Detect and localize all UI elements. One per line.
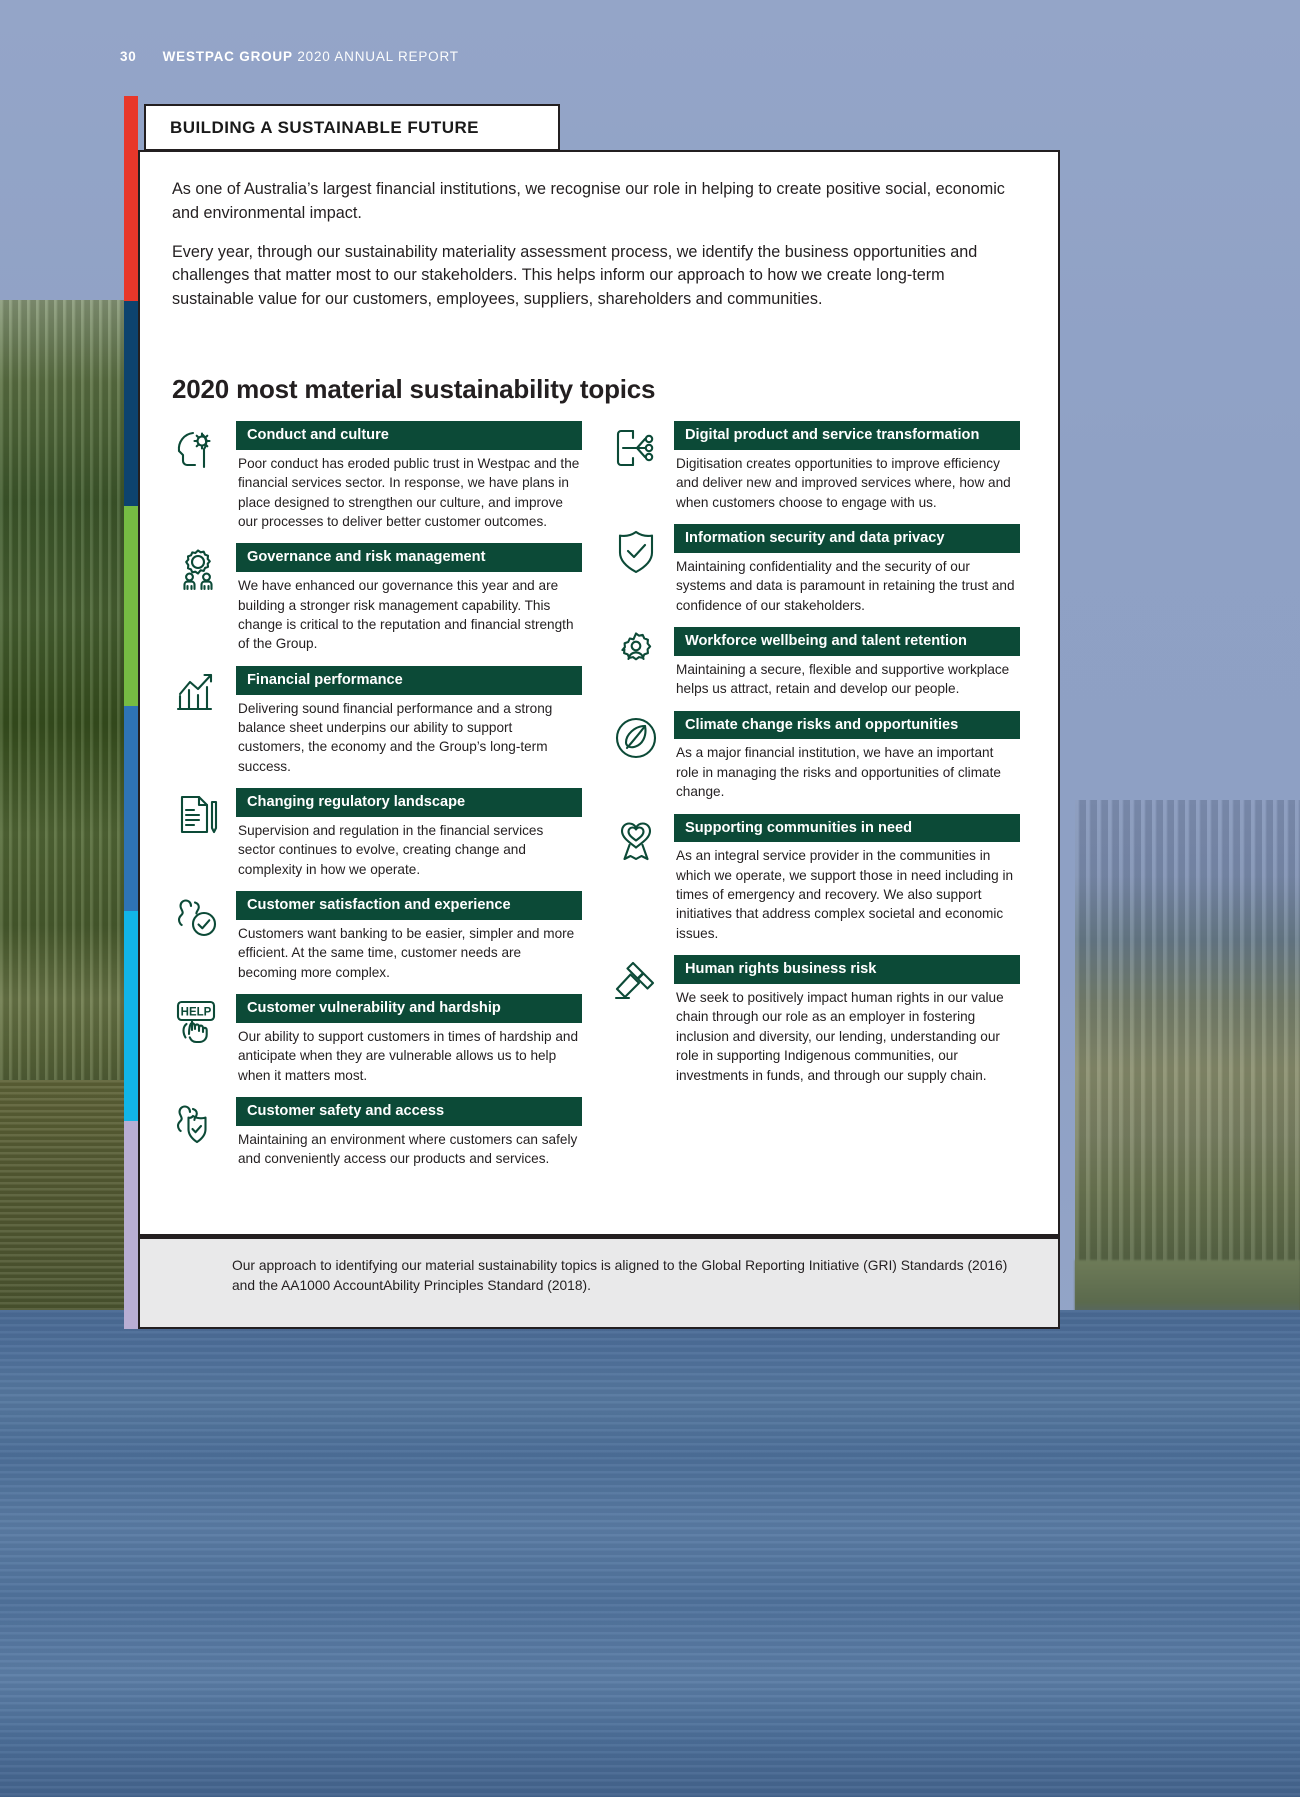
topic-body	[236, 994, 582, 1085]
topic-description: Maintaining confidentiality and the security of our systems and data is paramount in retaining the trust and confidence of our stakeholders.	[676, 558, 1015, 613]
topic-description: Supervision and regulation in the financial services sector continues to evolve, creating change and complexity in how we operate.	[238, 822, 544, 877]
topic-title: Workforce wellbeing and talent retention	[674, 627, 1020, 656]
topic-customer-safety-and-access	[170, 1097, 582, 1169]
topic-body	[236, 666, 582, 776]
topic-title: Information security and data privacy	[674, 524, 1020, 553]
topic-title: Customer satisfaction and experience	[236, 891, 582, 920]
topic-body	[236, 788, 582, 879]
page-header	[120, 49, 459, 64]
topic-body	[674, 524, 1020, 615]
topic-title: Customer vulnerability and hardship	[236, 994, 582, 1023]
topic-title: Customer safety and access	[236, 1097, 582, 1126]
topic-human-rights-business-risk	[608, 955, 1020, 1085]
topic-description: We have enhanced our governance this year and are building a stronger risk management capability. This change is critical to the reputation and financial strength of the Group.	[238, 578, 574, 652]
intro-paragraph-1: As one of Australia’s largest financial institutions, we recognise our role in helping to create positive social, economic and environmental impact.	[172, 180, 1005, 222]
topic-body	[236, 1097, 582, 1169]
svg-text:HELP: HELP	[180, 1006, 212, 1019]
topic-description: Digitisation creates opportunities to improve efficiency and deliver new and improved services where, how and when customers choose to engage with us.	[676, 455, 1011, 510]
topic-information-security-and-data-privacy	[608, 524, 1020, 615]
topic-body	[674, 421, 1020, 512]
topic-customer-vulnerability-and-hardship	[170, 994, 582, 1085]
topic-description: We seek to positively impact human rights in our value chain through our role as an employer in fostering inclusion and diversity, our lending, understanding our role in supporting Indigenous communities, our investments in funds, and through our supply chain.	[676, 990, 1004, 1083]
topic-description: Delivering sound financial performance and a strong balance sheet underpins our ability to support customers, the economy and the Group’s long-term success.	[238, 700, 553, 774]
forest-left-water-region	[0, 1080, 140, 1320]
topic-title: Human rights business risk	[674, 955, 1020, 984]
gavel-icon	[608, 955, 664, 1009]
topic-title: Governance and risk management	[236, 543, 582, 572]
forest-right-region	[1075, 800, 1300, 1340]
topic-title: Digital product and service transformation	[674, 421, 1020, 450]
topic-changing-regulatory-landscape	[170, 788, 582, 879]
topic-title: Climate change risks and opportunities	[674, 711, 1020, 740]
color-bar-segment-red	[124, 96, 138, 301]
topics-column-right	[608, 421, 1020, 1181]
topic-workforce-wellbeing-and-talent-retention	[608, 627, 1020, 699]
topic-description: Customers want banking to be easier, simpler and more efficient. At the same time, customer needs are becoming more complex.	[238, 925, 575, 980]
topic-title: Financial performance	[236, 666, 582, 695]
color-bar-segment-navy	[124, 301, 138, 506]
person-shield-icon	[170, 1097, 226, 1151]
footnote-text: Our approach to identifying our material sustainability topics is aligned to the Global Reporting Initiative (GRI) Standards (2016) and the AA1000 AccountAbility Principles Standard (2018).	[232, 1258, 1008, 1294]
intro-paragraph-2: Every year, through our sustainability materiality assessment process, we identify the business opportunities and challenges that matter most to our stakeholders. This helps inform our approach to how we create long-term sustainable value for our customers, employees, suppliers, shareholders and communities.	[172, 242, 978, 309]
document-pen-icon	[170, 788, 226, 842]
topic-body	[236, 421, 582, 531]
heart-ribbon-icon	[608, 814, 664, 868]
topic-body	[674, 627, 1020, 699]
intro-panel	[138, 150, 1060, 355]
topic-description: As a major financial institution, we have an important role in managing the risks and opportunities of climate change.	[676, 745, 1001, 800]
report-title-suffix: 2020 ANNUAL REPORT	[297, 49, 459, 64]
leaf-circle-icon	[608, 711, 664, 765]
topic-governance-and-risk-management	[170, 543, 582, 653]
report-title-brand: WESTPAC GROUP	[162, 49, 293, 64]
topic-conduct-and-culture	[170, 421, 582, 531]
page-number: 30	[120, 49, 137, 64]
footnote-panel	[138, 1236, 1060, 1329]
gear-person-icon	[608, 627, 664, 681]
person-check-icon	[170, 891, 226, 945]
topic-body	[674, 955, 1020, 1085]
topic-financial-performance	[170, 666, 582, 776]
gear-people-icon	[170, 543, 226, 597]
topic-description: Maintaining a secure, flexible and supportive workplace helps us attract, retain and develop our people.	[676, 661, 1010, 697]
topic-title: Changing regulatory landscape	[236, 788, 582, 817]
topic-digital-product-and-service-transformation	[608, 421, 1020, 512]
shield-check-icon	[608, 524, 664, 578]
topic-climate-change-risks-and-opportunities	[608, 711, 1020, 802]
water-region	[0, 1310, 1300, 1797]
topic-title: Supporting communities in need	[674, 814, 1020, 843]
topic-customer-satisfaction-and-experience	[170, 891, 582, 982]
color-bar-segment-cyan	[124, 911, 138, 1121]
digital-device-icon	[608, 421, 664, 475]
topic-supporting-communities-in-need	[608, 814, 1020, 944]
color-bar-segment-green	[124, 506, 138, 706]
color-bar-segment-lilac	[124, 1121, 138, 1329]
report-title	[163, 49, 459, 64]
topic-description: Our ability to support customers in times of hardship and anticipate when they are vulnerable allows us to help when it matters most.	[238, 1028, 579, 1083]
material-topics-panel	[138, 352, 1060, 1236]
growth-chart-icon	[170, 666, 226, 720]
topics-column-left	[170, 421, 582, 1181]
brand-color-bar	[124, 96, 138, 1329]
help-hand-icon	[170, 994, 226, 1048]
topic-body	[674, 711, 1020, 802]
topic-body	[674, 814, 1020, 944]
topics-grid	[170, 421, 1032, 1181]
topic-title: Conduct and culture	[236, 421, 582, 450]
topic-body	[236, 891, 582, 982]
section-tab-label: BUILDING A SUSTAINABLE FUTURE	[170, 117, 479, 137]
page-title: 2020 most material sustainability topics	[172, 374, 656, 404]
topic-description: Poor conduct has eroded public trust in Westpac and the financial services sector. In response, we have plans in place designed to strengthen our culture, and improve our processes to deliver better customer outcomes.	[238, 455, 580, 529]
topic-description: Maintaining an environment where customers can safely and conveniently access our products and services.	[238, 1131, 578, 1167]
topic-description: As an integral service provider in the communities in which we operate, we support those in need including in times of emergency and recovery. We also support initiatives that address complex societal and economic issues.	[676, 848, 1014, 941]
section-tab	[144, 104, 560, 151]
topic-body	[236, 543, 582, 653]
color-bar-segment-blue	[124, 706, 138, 911]
head-gear-icon	[170, 421, 226, 475]
